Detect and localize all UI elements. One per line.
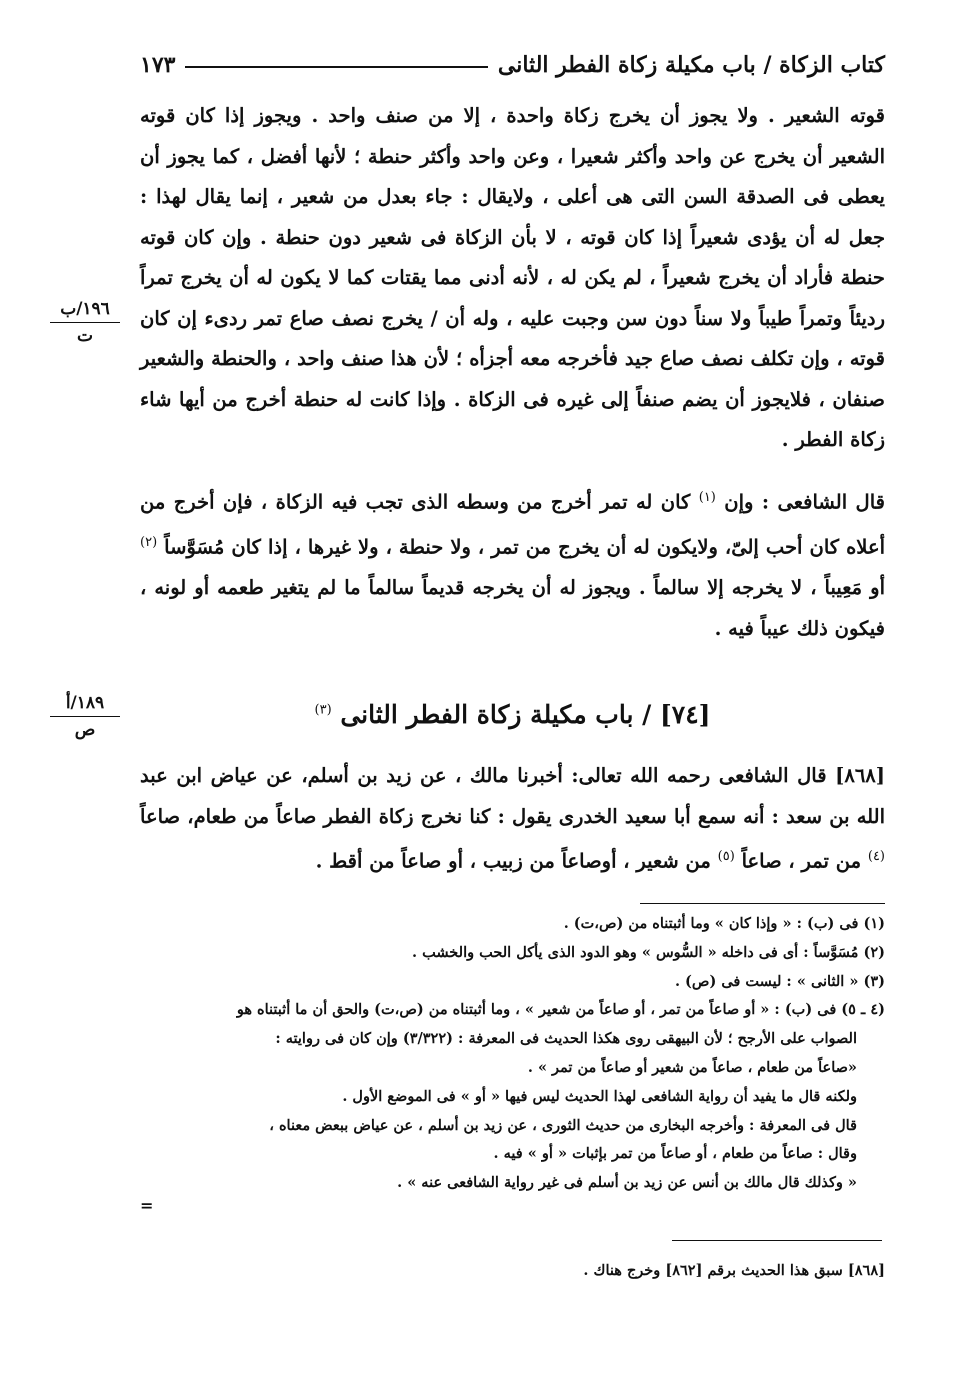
footnote-line: ولكنه قال ما يفيد أن رواية الشافعى لهذا الحديث ليس فيها « أو » فى الموضع الأول . <box>342 1087 857 1105</box>
paragraph-text: قوته الشعير . ولا يجوز أن يخرج زكاة واحدة ، إلا من صنف واحد . ويجوز إذا كان قوته الشعير أن يخرج عن واحد وأكثر شعيرا ، وعن واحد وأكثر حنطة ؛ لأنها أفضل ، كما يجوز أن يعطى فى الصدقة السن التى هى أعلى ، ولايقال : جاء بعدل من شعير ، إنما يقال لهذا : جعل له أن يؤدى شعيراً إذا كان قوته ، لا بأن الزكاة فى شعير دون حنطة . وإن كان قوته حنطة فأراد أن يخرج شعيراً ، لم يكن له ، لأنه أدنى مما يقتات كما لا يكون له أن يخرج تمراً رديئاً وتمراً طيباً ولا سناً دون سن وجبت عليه ، وله أن / يخرج نصف صاع تمر ردىء إن كان قوته ، وإن تكلف نصف صاع جيد فأخرجه معه أجزأه ؛ لأن هذا صنف واحد ، والحنطة والشعير صنفان ، فلايجوز أن يضم صنفاً إلى غيره فى الزكاة . وإذا كانت له حنطة أخرج من أيها شاء زكاة الفطر . <box>140 104 885 451</box>
footnote-line: (٤ ـ ٥) فى (ب) : « أو صاعاً من تمر ، أو صاعاً من شعير » ، وما أثبتناه من (ص،ت) والحق أن ما أثبتناه هو <box>236 1001 885 1019</box>
footnote-line: « وكذلك قال مالك بن أنس عن زيد بن أسلم فى غير رواية الشافعى عنه » . <box>397 1174 857 1192</box>
footnote-line: (٣) « الثانى » : ليست فى (ص) . <box>674 972 885 990</box>
margin-note-manuscript-ref-2 <box>50 692 120 741</box>
footnote-ref: (٥) <box>717 849 735 864</box>
body-paragraph-1 <box>140 96 885 461</box>
text-run: : وإن <box>715 490 778 514</box>
margin-note-bottom: ص <box>74 720 96 740</box>
footnote-line: «صاعاً من طعام ، صاعاً من شعير أو صاعاً من تمر » . <box>527 1058 857 1076</box>
margin-note-bottom: ت <box>76 326 93 346</box>
text-run: كان له تمر أخرج من وسطه الذى تجب فيه الزكاة ، فإن أخرج من أعلاه كان أحب إلىّ، ولايكون له أن يخرج من تمر ، ولا حنطة ، ولا غيرها ، إذا كان مُسَوَّساً <box>140 490 885 559</box>
page-number: ١٧٣ <box>140 52 176 78</box>
source-note: [٨٦٨] سبق هذا الحديث برقم [٨٦٢] وخرج هناك . <box>583 1262 885 1279</box>
text-run: رحمه الله تعالى: أخبرنا مالك ، عن زيد بن أسلم، عن عياض ابن عبد الله بن سعد : أنه سمع أبا سعيد الخدرى يقول : كنا نخرج زكاة الفطر صاعاً من طعام، صاعاً <box>140 764 885 828</box>
speaker-label: قال الشافعى <box>777 490 885 514</box>
paragraph-text <box>140 478 885 649</box>
margin-note-top: ١٨٩/أ <box>50 692 120 717</box>
body-paragraph-2 <box>140 478 885 649</box>
running-title: كتاب الزكاة / باب مكيلة زكاة الفطر الثانى <box>497 52 885 78</box>
footnote-ref: (٣) <box>314 702 332 718</box>
footnote-separator <box>640 903 885 904</box>
text-run: من تمر ، صاعاً <box>734 849 868 873</box>
footnote-line: (١) فى (ب) : « وإذا كان » وما أثبتناه من (ص،ت) . <box>563 915 885 932</box>
footnote-line: وقال : صاعاً من طعام ، أو صاعاً من تمر بإثبات « أو » فيه . <box>493 1145 857 1163</box>
footnotes <box>140 910 885 1198</box>
section-title: / باب مكيلة زكاة الفطر الثانى <box>331 700 660 729</box>
footnote-line: قال فى المعرفة : وأخرجه البخارى من حديث الثورى ، عن زيد بن أسلم ، عن عياض ببعض معناه ، <box>269 1116 857 1134</box>
text-run: من شعير ، أوصاعاً من زبيب ، أو صاعاً من أقط . <box>315 849 718 873</box>
margin-note-manuscript-ref-1 <box>50 298 120 347</box>
footnote-line: (٢) مُسَوَّساً : أى فى داخله « السُّوس » وهو الدود الذى يأكل الحب والخشب . <box>412 943 885 961</box>
page-header <box>140 48 885 82</box>
margin-note-top: ١٩٦/ب <box>50 298 120 323</box>
footnote-ref: (٤) <box>867 849 885 864</box>
header-rule <box>185 66 487 68</box>
continuation-mark: = <box>140 1196 154 1215</box>
section-number: [٧٤] <box>659 700 711 729</box>
footnote-ref: (٢) <box>140 535 158 550</box>
footnote-ref: (١) <box>698 490 716 505</box>
hadith-number-speaker: [٨٦٨] قال الشافعى <box>718 764 885 787</box>
text-run: أو مَعِيباً ، لا يخرجه إلا سالماً . ويجوز له أن يخرجه قديماً سالماً ما لم يتغير طعمه أو لونه ، فيكون ذلك عيباً فيه . <box>140 576 885 640</box>
source-note-separator <box>672 1240 882 1241</box>
body-paragraph-3 <box>140 756 885 882</box>
footnote-line: الصواب على الأرجح ؛ لأن البيهقى روى هكذا الحديث فى المعرفة : (٣/٣٢٢) وإن كان فى روايته : <box>275 1030 857 1048</box>
paragraph-text <box>140 756 885 882</box>
section-heading <box>140 700 885 729</box>
